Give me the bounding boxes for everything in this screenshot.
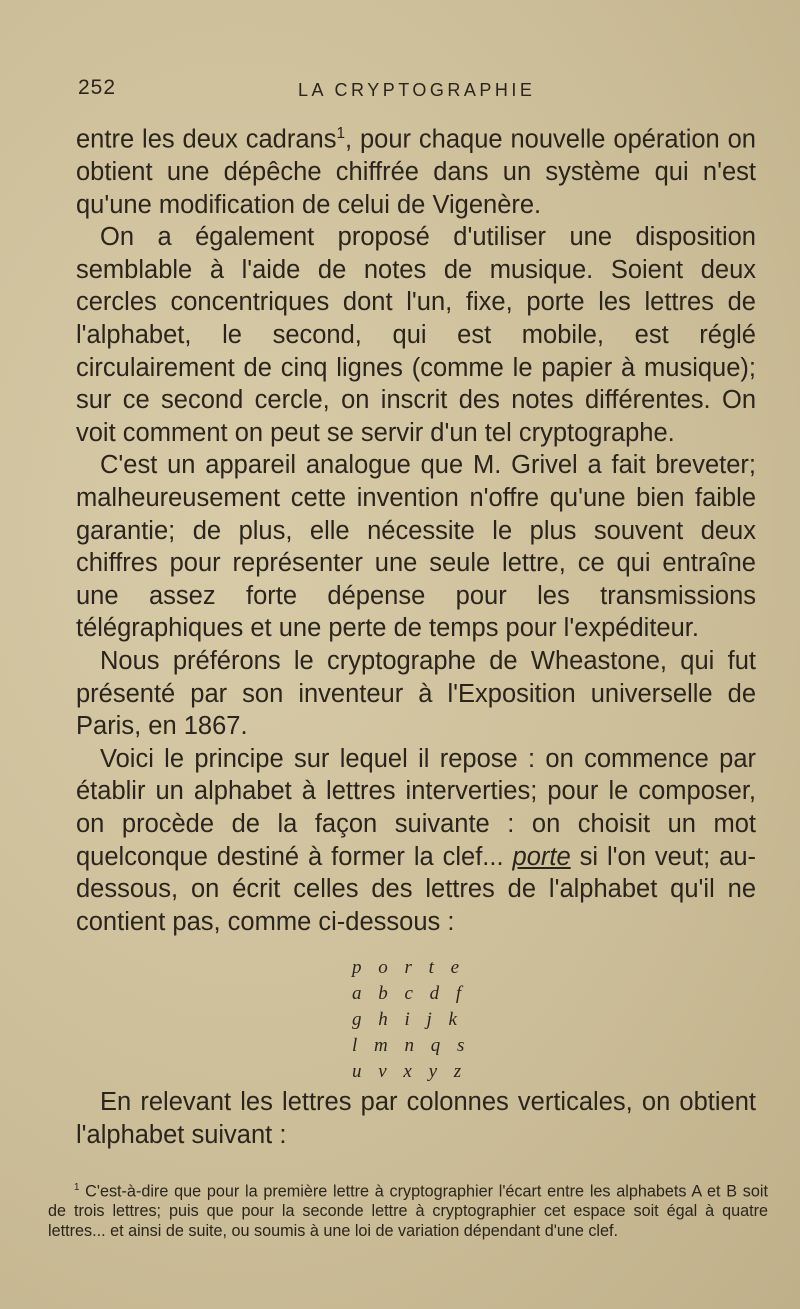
paragraph-4: Nous préférons le cryptographe de Wheastone, qui fut présenté par son inventeur à l'Exposition universelle de Paris, en 1867. xyxy=(76,647,756,741)
cipher-row: u v x y z xyxy=(352,1061,468,1082)
cipher-row: a b c d f xyxy=(352,983,468,1004)
paragraph-5 xyxy=(76,743,756,939)
page-number: 252 xyxy=(78,76,117,99)
paragraph-5-text: Voici le principe sur lequel il repose : on commence par établir un alphabet à lettres interverties; pour le composer, on procède de la façon suivante : on choisit un mot quelconque destiné à former la clef... xyxy=(76,744,756,871)
paragraph-1 xyxy=(76,118,756,221)
footnote xyxy=(48,1178,768,1242)
cipher-row: p o r t e xyxy=(352,957,466,978)
paragraph-3: C'est un appareil analogue que M. Grivel a fait breveter; malheureusement cette invention n'offre qu'une bien faible garantie; de plus, elle nécessite le plus souvent deux chiffres pour représenter une seule lettre, ce qui entraîne une assez forte dépense pour les transmissions télégraphiques et une perte de temps pour l'expéditeur. xyxy=(76,451,756,643)
footnote-ref: 1 xyxy=(336,125,345,142)
cipher-table xyxy=(352,955,470,1085)
footnote-text: C'est-à-dire que pour la première lettre à cryptographier l'écart entre les alphabets A et B soit de trois lettres; puis que pour la seconde lettre à cryptographier cet espace soit égal à quatre lettres... et ainsi de suite, ou soumis à une loi de variation dépendant d'une clef. xyxy=(48,1182,768,1241)
paragraph-2: On a également proposé d'utiliser une disposition semblable à l'aide de notes de musique. Soient deux cercles concentriques dont l'un, fixe, porte les lettres de l'alphabet, le second, qui est mobile, est réglé circulairement de cinq lignes (comme le papier à musique); sur ce second cercle, on inscrit des notes différentes. On voit comment on peut se servir d'un tel cryptographe. xyxy=(76,223,756,447)
page-header xyxy=(78,76,768,106)
cipher-row: g h i j k xyxy=(352,1009,463,1030)
footnote-marker: 1 xyxy=(74,1182,80,1194)
cipher-row: l m n q s xyxy=(352,1035,471,1056)
paragraph-6: En relevant les lettres par colonnes verticales, on obtient l'alphabet suivant : xyxy=(76,1088,756,1149)
running-title: LA CRYPTOGRAPHIE xyxy=(298,80,536,100)
paragraph-1-rest: , pour chaque nouvelle opération on obtient une dépêche chiffrée dans un système qui n'est qu'une modification de celui de Vigenère. xyxy=(76,125,756,219)
paragraph-1-text: entre les deux cadrans xyxy=(76,125,337,154)
body-text xyxy=(76,118,756,938)
key-word: porte xyxy=(512,842,571,871)
paragraph-5-rest: si l'on veut; au-dessous, on écrit celles des lettres de l'alphabet qu'il ne contient pas, comme ci-dessous : xyxy=(76,842,756,936)
